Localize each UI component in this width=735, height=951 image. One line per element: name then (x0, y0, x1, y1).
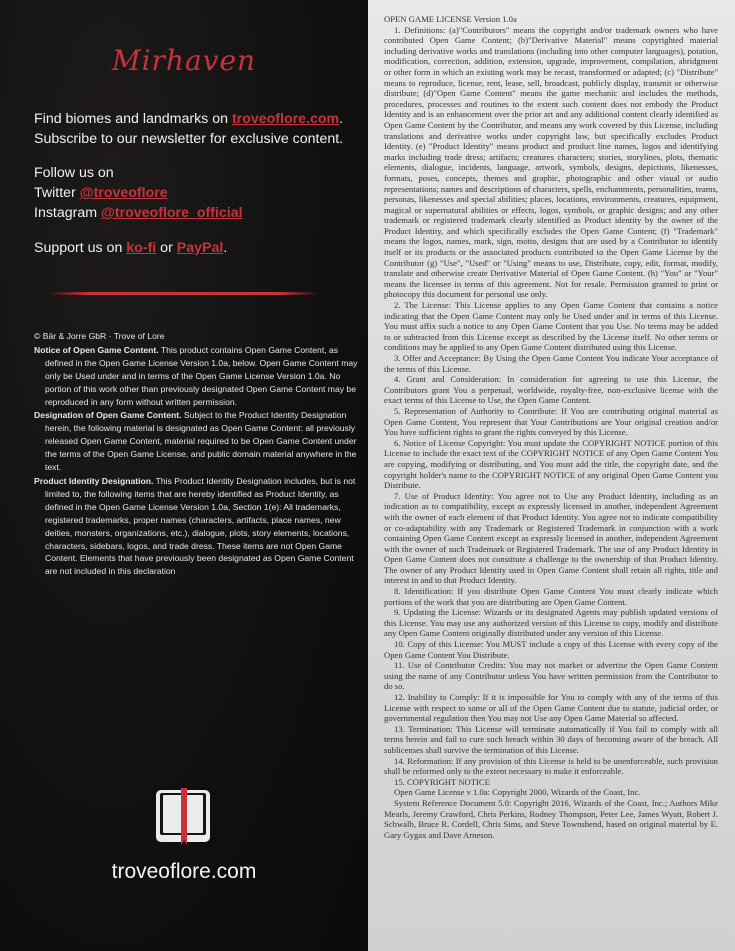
find-paragraph (34, 109, 354, 149)
find-text: Find biomes and landmarks on (34, 111, 232, 127)
support-text: Support us on (34, 240, 127, 256)
pid-heading: Product Identity Designation. (34, 475, 154, 486)
ogl-para-6: 6. Notice of License Copyright: You must update the COPYRIGHT NOTICE portion of this License to include the exact text of the COPYRIGHT NOTICE of any Open Game Content You are copying, modifying or distributing, and You must add the title, the copyright date, and the copyright holder's name to the COPYRIGHT NOTICE of any original Open Game Content you Distribute. (384, 437, 718, 491)
ogl-para-4: 4. Grant and Consideration: In consideration for agreeing to use this License, the Contributors grant You a perpetual, worldwide, royalty-free, non-exclusive license with the exact terms of this License to Use, the Open Game Content. (384, 374, 718, 406)
ogl-heading: OPEN GAME LICENSE Version 1.0a (384, 14, 517, 24)
ogl-para-13: 13. Termination: This License will terminate automatically if You fail to comply with all terms herein and fail to cure such breach within 30 days of becoming aware of the breach. All sublicenses shall survive the termination of this License. (384, 723, 718, 755)
book-icon (154, 785, 212, 847)
ogl-para-9: 9. Updating the License: Wizards or its designated Agents may publish updated versions of this License. You may use any authorized version of this License to copy, modify and distribute any Open Game Content originally distributed under any version of this License. (384, 607, 718, 639)
divider (48, 292, 320, 295)
designation-paragraph (34, 409, 362, 474)
ogl-copyright-1: Open Game License v 1.0a: Copyright 2000, Wizards of the Coast, Inc. (394, 787, 641, 798)
page-title: Mirhaven (111, 44, 257, 77)
instagram-link[interactable]: @troveoflore_official (101, 205, 243, 221)
copyright-line: © Bär & Jorre GbR · Trove of Lore (34, 331, 165, 341)
designation-heading: Designation of Open Game Content. (34, 410, 182, 421)
site-url[interactable]: troveoflore.com (111, 860, 257, 883)
instagram-label: Instagram (34, 205, 102, 221)
ogl-para-12: 12. Inability to Comply: If it is impossible for You to comply with any of the terms of this License with respect to some or all of the Open Game Content due to statute, judicial order, or governmental regulation then You may not Use any Open Game Material so affected. (384, 692, 718, 724)
ogl-para-3: 3. Offer and Acceptance: By Using the Open Game Content You indicate Your acceptance of the terms of this License. (384, 353, 718, 374)
twitter-link[interactable]: @troveoflore (79, 185, 168, 201)
notice-body: This product contains Open Game Content, as defined in the Open Game License Version 1.0a, below. Open Game Content may only be Used under and in terms of the Open Game License Version 1.0a. No portion of this work other than previously designated Open Game Content may be reproduced in any form without written permission. (45, 344, 358, 407)
pid-paragraph (34, 475, 362, 578)
legal-notice (34, 330, 362, 579)
twitter-label: Twitter (34, 185, 80, 201)
kofi-link[interactable]: ko-fi (126, 240, 157, 256)
notice-paragraph (34, 344, 362, 409)
troveoflore-link[interactable]: troveoflore.com (231, 111, 340, 127)
support-period: . (223, 240, 228, 256)
ogl-para-15: 15. COPYRIGHT NOTICE (394, 776, 490, 787)
ogl-para-7: 7. Use of Product Identity: You agree not to Use any Product Identity, including as an indication as to compatibility, except as expressly licensed in another, independent Agreement with the owner of each element of that Product Identity. You agree not to indicate compatibility or co-adaptability with any Trademark or Registered Trademark in conjunction with a work containing Open Game Content except as expressly licensed in another, independent Agreement with the owner of such Trademark or Registered Trademark. The use of any Product Identity in Open Game Content does not constitute a challenge to the ownership of that Product Identity. The owner of any Product Identity used in Open Game Content shall retain all rights, title and interest in and to that Product Identity. (384, 490, 718, 586)
paypal-link[interactable]: PayPal (176, 240, 224, 256)
notice-heading: Notice of Open Game Content. (34, 344, 159, 355)
or-text: or (156, 240, 177, 256)
ogl-para-14: 14. Reformation: If any provision of this License is held to be unenforceable, such provision shall be reformed only to the extent necessary to make it enforceable. (384, 755, 718, 777)
follow-section (34, 163, 354, 223)
ogl-para-1: 1. Definitions: (a)"Contributors" means the copyright and/or trademark owners who have contributed Open Game Content; (b)"Derivative Material" means copyrighted material including derivative works and translations (including into other computer languages), potation, modification, correction, addition, extension, upgrade, improvement, compilation, abridgment or other form in which an existing work may be recast, transformed or adapted; (c) "Distribute" means to reproduce, license, rent, lease, sell, broadcast, publicly display, transmit or otherwise distribute; (d)"Open Game Content" means the game mechanic and includes the methods, procedures, processes and routines to the extent such content does not embody the Product Identity and is an enhancement over the prior art and any additional content clearly identified as Open Game Content by the Contributor, and means any work covered by this License, including translations and derivative works under copyright law, but specifically excludes Product Identity. (e) "Product Identity" means product and product line names, logos and identifying marks including trade dress; artifacts; creatures characters; stories, storylines, plots, thematic elements, dialogue, incidents, language, artwork, symbols, designs, depictions, likenesses, formats, poses, concepts, themes and graphic, photographic and other visual or audio representations; names and descriptions of characters, spells, enchantments, personalities, teams, personas, likenesses and special abilities; places, locations, environments, creatures, equipment, magical or supernatural abilities or effects, logos, symbols, or graphic designs; and any other trademark or registered trademark clearly identified as Product identity by the owner of the Product Identity, and which specifically excludes the Open Game Content; (f) "Trademark" means the logos, names, mark, sign, motto, designs that are used by a Contributor to identify itself or its products or the associated products contributed to the Open Game License by the Contributor (g) "Use", "Used" or "Using" means to use, Distribute, copy, edit, format, modify, translate and otherwise create Derivative Material of Open Game Content. (h) "You" or "Your" means the licensee in terms of this agreement. Not for resale. Permission granted to print or photocopy this document for personal use only. (384, 24, 718, 300)
ogl-copyright-2: System Reference Document 5.0: Copyright 2016, Wizards of the Coast, Inc.; Authors Mike Mearls, Jeremy Crawford, Chris Perkins, Rodney Thompson, Peter Lee, James Wyatt, Robert J. Schwalb, Bruce R. Cordell, Chris Sims, and Steve Townshend, based on original material by E. Gary Gygax and Dave Arneson. (384, 797, 718, 840)
ogl-para-8: 8. Identification: If you distribute Open Game Content You must clearly indicate which portions of the work that you are distributing are Open Game Content. (384, 586, 718, 607)
ogl-para-2: 2. The License: This License applies to any Open Game Content that contains a notice indicating that the Open Game Content may only be Used under and in terms of this License. You must affix such a notice to any Open Game Content that you Use. No terms may be added to or subtracted from this License except as described by the License itself. No other terms or conditions may be applied to any Open Game Content distributed using this License. (384, 300, 718, 353)
support-paragraph (34, 238, 354, 258)
follow-text: Follow us on (34, 165, 114, 181)
find-period: . (339, 111, 344, 127)
ogl-para-10: 10. Copy of this License: You MUST include a copy of this License with every copy of the Open Game Content You Distribute. (384, 639, 718, 660)
pid-body: This Product Identity Designation includes, but is not limited to, the following items that are hereby identified as Product Identity, as defined in the Open Game License Version 1.0a, Section 1(e): All trademarks, registered trademarks, proper names (characters, artifacts, place names, new deities, monsters, organizations, etc.), dialogue, plots, story elements, locations, characters, sidebars, logos, and trade dress. These items are not Open Game Content. Elements that have previously been designated as Open Game Content are not included in this declaration (45, 475, 356, 577)
subscribe-text: Subscribe to our newsletter for exclusive content. (34, 131, 344, 147)
designation-body: Subject to the Product Identity Designation herein, the following material is designated as Open Game Content: all previously released Open Game Content, material required to be Open Game Content under the terms of the Open Game License, and public domain material anywhere in the text. (45, 410, 357, 473)
ogl-para-5: 5. Representation of Authority to Contribute: If You are contributing original material as Open Game Content, You represent that Your Contributions are Your original creation and/or You have sufficient rights to grant the rights conveyed by this License. (384, 405, 718, 438)
ogl-para-11: 11. Use of Contributor Credits: You may not market or advertise the Open Game Content using the name of any Contributor unless You have written permission from the Contributor to do so. (384, 660, 718, 692)
ogl-text (384, 14, 718, 840)
